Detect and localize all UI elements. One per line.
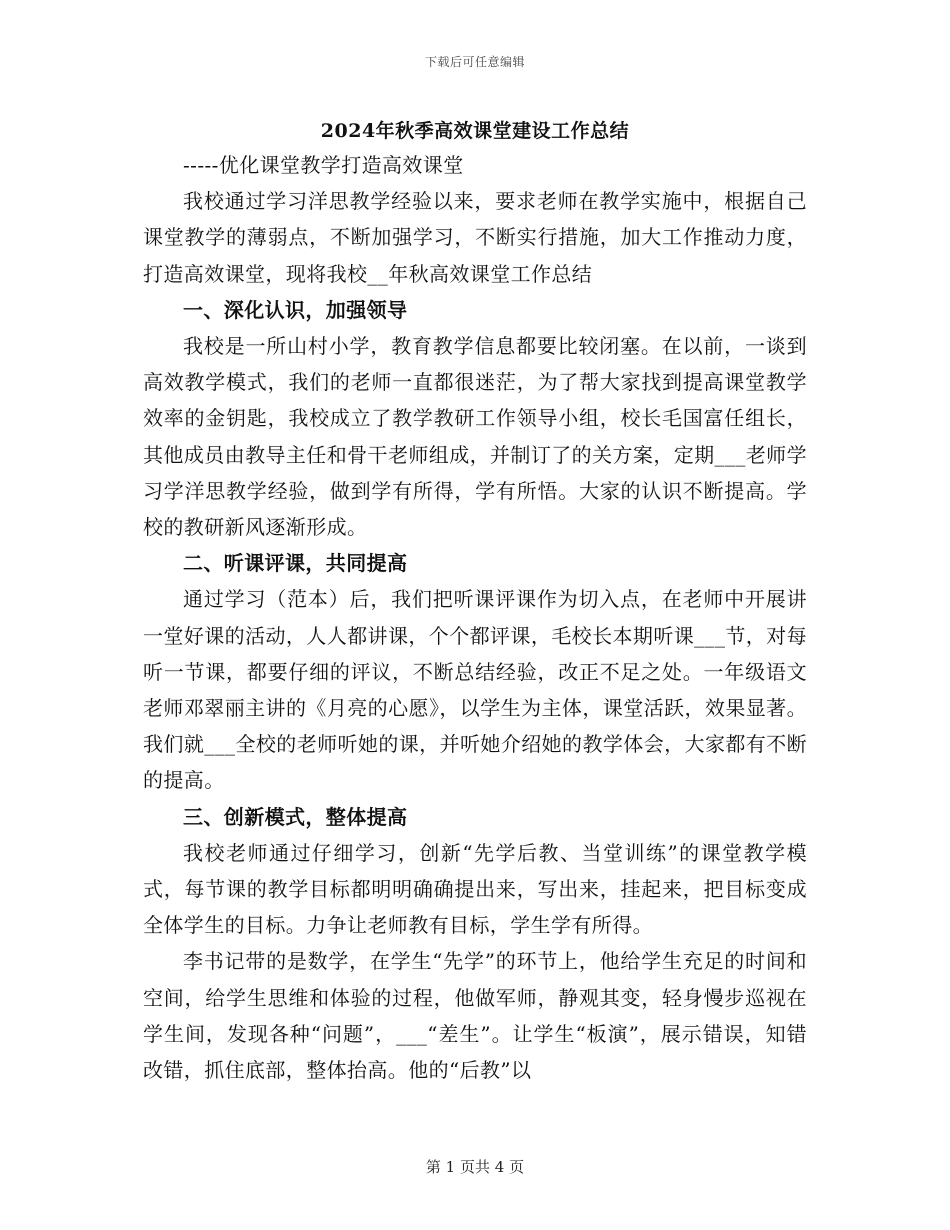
section-heading-2: 二、听课评课，共同提高 <box>183 551 408 576</box>
page-header-note: 下载后可任意编辑 <box>424 55 525 69</box>
page-number: 第 1 页共 4 页 <box>425 1158 525 1176</box>
document-subtitle: -----优化课堂教学打造高效课堂 <box>183 153 464 177</box>
intro-paragraph: 我校通过学习洋思教学经验以来，要求老师在教学实施中，根据自己课堂教学的薄弱点，不断加强学习，不断实行措施，加大工作推动力度，打造高效课堂，现将我校__年秋高效课堂工作总结 <box>143 189 807 286</box>
document-body <box>143 147 807 1088</box>
section-3-paragraph-1: 我校老师通过仔细学习，创新“先学后教、当堂训练”的课堂教学模式，每节课的教学目标都明明确确提出来，写出来，挂起来，把目标变成全体学生的目标。力争让老师教有目标，学生学有所得。 <box>143 840 807 938</box>
document-title: 2024年秋季高效课堂建设工作总结 <box>320 120 630 142</box>
section-heading-1: 一、深化认识，加强领导 <box>183 297 408 322</box>
section-1-paragraph-1: 我校是一所山村小学，教育教学信息都要比较闭塞。在以前，一谈到高效教学模式，我们的老师一直都很迷茫，为了帮大家找到提高课堂教学效率的金钥匙，我校成立了教学教研工作领导小组，校长毛国富任组长，其他成员由教导主任和骨干老师组成，并制订了的关方案，定期___老师学习学洋思教学经验，做到学有所得，学有所悟。大家的认识不断提高。学校的教研新风逐渐形成。 <box>143 334 807 540</box>
section-heading-3: 三、创新模式，整体提高 <box>183 804 408 829</box>
section-3-paragraph-2: 李书记带的是数学，在学生“先学”的环节上，他给学生充足的时间和空间，给学生思维和体验的过程，他做军师，静观其变，轻身慢步巡视在学生间，发现各种“问题”，___“差生”。让学生“板演”，展示错误，知错改错，抓住底部，整体抬高。他的“后教”以 <box>143 949 807 1083</box>
section-2-paragraph-1: 通过学习（范本）后，我们把听课评课作为切入点，在老师中开展讲一堂好课的活动，人人都讲课，个个都评课，毛校长本期听课___节，对每听一节课，都要仔细的评议，不断总结经验，改正不足之处。一年级语文老师邓翠丽主讲的《月亮的心愿》，以学生为主体，课堂活跃，效果显著。我们就___全校的老师听她的课，并听她介绍她的教学体会，大家都有不断的提高。 <box>143 587 807 793</box>
